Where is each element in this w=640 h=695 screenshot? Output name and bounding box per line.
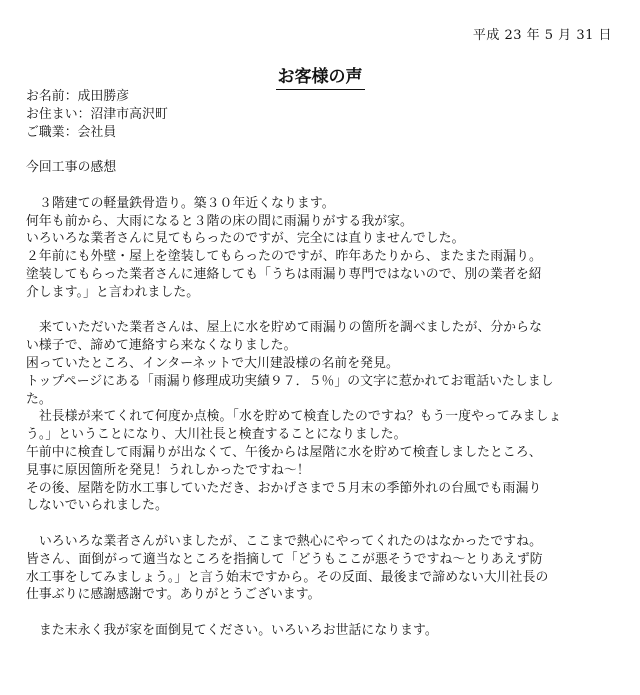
paragraph-line: 見事に原因箇所を発見！うれしかったですね～！ xyxy=(26,462,310,478)
paragraph-2 xyxy=(26,319,626,515)
paragraph-line: ２年前にも外壁・屋上を塗装してもらったのですが、昨年あたりから、またまた雨漏り。 xyxy=(26,249,542,265)
customer-name: お名前：成田勝彦 xyxy=(26,89,130,104)
letter-title-text: お客様の声 xyxy=(276,67,365,90)
letter-body xyxy=(26,88,626,640)
paragraph-line: 社長様が来てくれて何度か点検。「水を貯めて検査したのですね？もう一度やってみましょ xyxy=(39,409,562,425)
customer-occupation: ご職業：会社員 xyxy=(26,124,117,140)
paragraph-line: いろいろな業者さんがいましたが、ここまで熱心にやってくれたのはなかったですね。 xyxy=(39,533,542,549)
paragraph-line: う。」ということになり、大川社長と検査することになりました。 xyxy=(26,427,407,443)
paragraph-line: 水工事をしてみましょう。」と言う始末ですから。その反面、最後まで諦めない大川社長の xyxy=(26,569,549,585)
paragraph-line: 午前中に検査して雨漏りが出なくて、午後からは屋階に水を貯めて検査しましたところ、 xyxy=(26,444,542,460)
paragraph-line: い様子で、諦めて連絡すら来なくなりました。 xyxy=(26,338,297,354)
paragraph-line: 皆さん、面倒がって適当なところを指摘して「どうもここが悪そうですね～とりあえず防 xyxy=(26,551,543,567)
paragraph-line: た。 xyxy=(26,391,52,407)
paragraph-line: 何年も前から、大雨になると３階の床の間に雨漏りがする我が家。 xyxy=(26,213,413,229)
paragraph-line: いろいろな業者さんに見てもらったのですが、完全には直りませんでした。 xyxy=(26,231,465,247)
paragraph-line: 困っていたところ、インターネットで大川建設様の名前を発見。 xyxy=(26,355,399,371)
paragraph-line: 介します。」と言われました。 xyxy=(26,284,200,300)
paragraph-line: トップページにある「雨漏り修理成功実績９７．５％」の文字に惹かれてお電話いたしまし xyxy=(26,373,554,389)
paragraph-line: 塗装してもらった業者さんに連絡しても「うちは雨漏り専門ではないので、別の業者を紹 xyxy=(26,266,542,282)
customer-address: お住まい：沼津市高沢町 xyxy=(26,106,168,122)
paragraph-line: 来ていただいた業者さんは、屋上に水を貯めて雨漏りの箇所を調べましたが、分からな xyxy=(39,320,542,336)
paragraph-line: その後、屋階を防水工事していただき、おかげさまで５月末の季節外れの台風でも雨漏り xyxy=(26,480,542,496)
paragraph-1 xyxy=(26,195,626,302)
closing-line: また末永く我が家を面倒見てください。いろいろお世話になります。 xyxy=(39,622,438,638)
section-heading: 今回工事の感想 xyxy=(26,160,117,176)
letter-title xyxy=(0,62,640,87)
paragraph-line: ３階建ての軽量鉄骨造り。築３０年近くなります。 xyxy=(39,195,335,211)
paragraph-line: 仕事ぶりに感謝感謝です。ありがとうございます。 xyxy=(26,587,321,603)
paragraph-line: しないでいられました。 xyxy=(26,498,168,514)
letter-date: 平成 23 年 5 月 31 日 xyxy=(472,28,612,43)
paragraph-3 xyxy=(26,533,626,604)
